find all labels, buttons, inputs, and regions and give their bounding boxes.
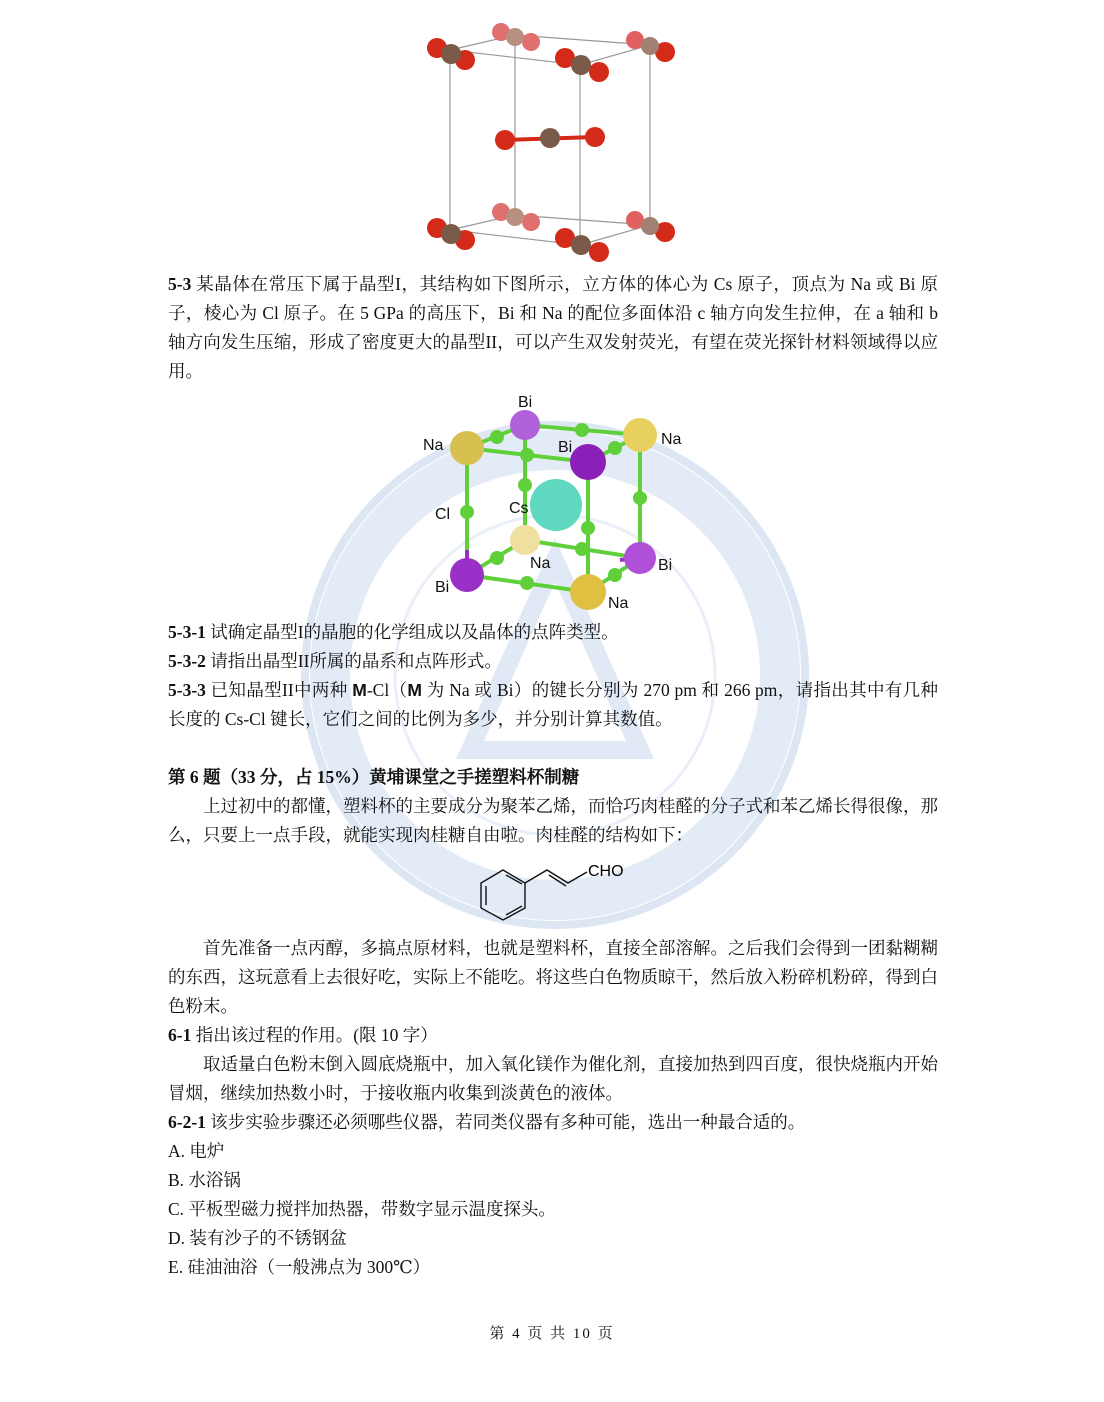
- crystal-structure-figure-1: [415, 20, 685, 265]
- question-text: 请指出晶型II所属的晶系和点阵形式。: [210, 651, 502, 671]
- question-text: 指出该过程的作用。(限 10 字）: [195, 1025, 438, 1045]
- label-na-top-left: Na: [423, 437, 444, 454]
- cinnamaldehyde-structure: [470, 856, 640, 926]
- paragraph: 取适量白色粉末倒入圆底烧瓶中，加入氧化镁作为催化剂，直接加热到四百度，很快烧瓶内开始冒烟，继续加热数小时，于接收瓶内收集到淡黄色的液体。: [168, 1054, 938, 1103]
- question-number: 5-3-1: [168, 622, 206, 642]
- option-e: E. 硅油油浴（一般沸点为 300℃）: [168, 1257, 431, 1277]
- question-5-3: [168, 270, 938, 386]
- question-number: 5-3-2: [168, 651, 206, 671]
- label-na-top-right: Na: [661, 431, 682, 448]
- question-number: 6-1: [168, 1025, 192, 1045]
- paragraph: 首先准备一点丙醇，多搞点原材料，也就是塑料杯，直接全部溶解。之后我们会得到一团黏糊糊的东西，这玩意看上去很好吃，实际上不能吃。将这些白色物质晾干，然后放入粉碎机粉碎，得到白色粉末。: [168, 938, 938, 1016]
- section-heading: 第 6 题（33 分，占 15%）黄埔课堂之手搓塑料杯制糖: [168, 767, 580, 787]
- question-5-3-1: [168, 618, 938, 647]
- document-body: [168, 20, 938, 1282]
- crystal-structure-figure-2: [415, 390, 700, 615]
- text: 为 Na 或 Bi）的键长分别为 270 pm 和 266 pm，请指出其中有几种长度的 Cs-Cl 键长，它们之间的比例为多少，并分别计算其数值。: [168, 680, 939, 729]
- option-a: A. 电炉: [168, 1141, 225, 1161]
- question-text: 某晶体在常压下属于晶型I，其结构如下图所示，立方体的体心为 Cs 原子，顶点为 Na 或 Bi 原子，棱心为 Cl 原子。在 5 GPa 的高压下，Bi 和 Na 的配位多面体沿 c 轴方向发生拉伸，在 a 轴和 b 轴方向发生压缩，形成了密度更大的晶型II，可以产生双发射荧光，有望在荧光探针材料领域得以应用。: [168, 274, 938, 381]
- question-6: [168, 763, 938, 850]
- option-b: B. 水浴锅: [168, 1170, 241, 1190]
- label-cs: Cs: [509, 500, 529, 517]
- label-na-bottom-right: Na: [608, 595, 629, 612]
- option-d: D. 装有沙子的不锈钢盆: [168, 1228, 347, 1248]
- questions-5-3-x: [168, 618, 938, 734]
- label-bi-mid: Bi: [558, 439, 573, 456]
- text: 已知晶型II中两种: [210, 680, 353, 700]
- question-6-body: [168, 934, 938, 1282]
- question-5-3-2: [168, 647, 938, 676]
- label-bi-right: Bi: [658, 557, 673, 574]
- question-5-3-3: [168, 676, 938, 734]
- question-6-1: [168, 1021, 938, 1050]
- cho-label: CHO: [588, 863, 624, 880]
- question-number: 6-2-1: [168, 1112, 206, 1132]
- label-bi-bottom-left: Bi: [435, 579, 450, 596]
- text: M: [407, 680, 422, 700]
- page-footer: 第 4 页 共 10 页: [489, 1326, 615, 1342]
- question-number: 5-3-3: [168, 680, 206, 700]
- label-bi-top: Bi: [518, 394, 533, 411]
- question-number: 5-3: [168, 274, 192, 294]
- label-cl: Cl: [435, 506, 451, 523]
- option-c: C. 平板型磁力搅拌加热器，带数字显示温度探头。: [168, 1199, 556, 1219]
- label-na-mid: Na: [530, 555, 551, 572]
- question-text: 试确定晶型I的晶胞的化学组成以及晶体的点阵类型。: [210, 622, 619, 642]
- question-text: 该步实验步骤还必须哪些仪器，若同类仪器有多种可能，选出一种最合适的。: [210, 1112, 806, 1132]
- paragraph: 上过初中的都懂，塑料杯的主要成分为聚苯乙烯，而恰巧肉桂醛的分子式和苯乙烯长得很像，那么，只要上一点手段，就能实现肉桂糖自由啦。肉桂醛的结构如下：: [168, 796, 938, 845]
- text: M: [352, 680, 367, 700]
- text: -Cl（: [366, 680, 408, 700]
- question-6-2-1: [168, 1108, 938, 1137]
